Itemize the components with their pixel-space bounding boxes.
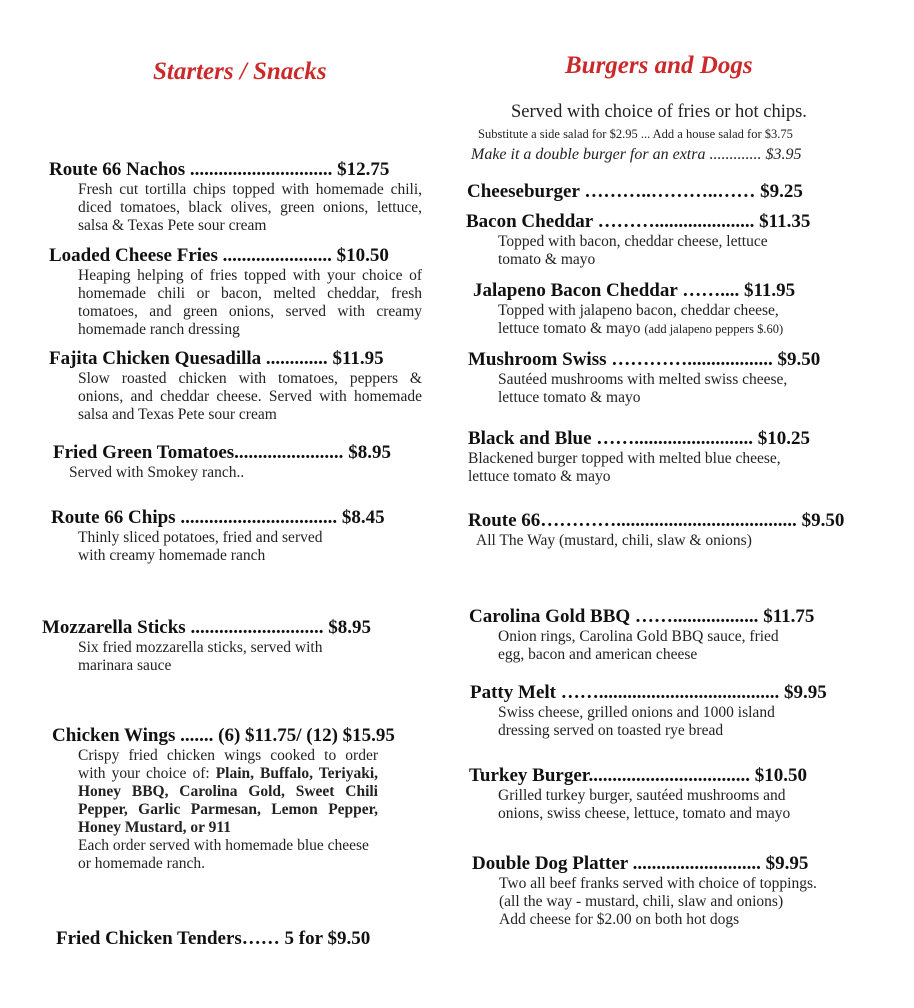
item-description: Fresh cut tortilla chips topped with homemade chili, diced tomatoes, black olives, green onions, lettuce, salsa & Texas Pete sour cream xyxy=(78,181,422,234)
item-description xyxy=(498,704,827,740)
item-price: $11.35 xyxy=(759,211,811,232)
item-name: Route 66…………...................................... xyxy=(468,510,797,531)
item-name: Black and Blue ……......................... xyxy=(468,428,754,449)
description-line: Topped with jalapeno bacon, cheddar cheese, xyxy=(498,302,779,319)
menu-item-turkey-burger xyxy=(469,765,807,823)
description-line: Blackened burger topped with melted blue cheese, xyxy=(468,450,781,467)
item-name: Mozzarella Sticks ............................ xyxy=(42,617,324,638)
menu-item-bacon-cheddar xyxy=(466,211,810,269)
item-name: Fried Green Tomatoes....................... xyxy=(53,442,344,463)
item-price: $11.95 xyxy=(332,348,384,369)
item-price: $9.25 xyxy=(760,181,803,202)
item-description xyxy=(499,875,817,929)
item-name: Fried Chicken Tenders…… 5 for $9.50 xyxy=(56,928,371,949)
description-line: marinara sauce xyxy=(78,657,172,674)
item-description xyxy=(498,233,810,269)
item-description xyxy=(468,450,810,486)
item-name: Carolina Gold BBQ …….................. xyxy=(469,606,759,627)
description-line: egg, bacon and american cheese xyxy=(498,646,698,663)
menu-item-double-dog-platter xyxy=(472,853,817,929)
description-line: lettuce tomato & mayo xyxy=(498,320,641,337)
item-name: Double Dog Platter ........................... xyxy=(472,853,761,874)
item-name: Bacon Cheddar ………..................... xyxy=(466,211,755,232)
menu-item-fried-green-tomatoes xyxy=(53,442,391,482)
item-price: $8.95 xyxy=(328,617,371,638)
item-name: Patty Melt ……...................................... xyxy=(470,682,780,703)
menu-item-cheeseburger xyxy=(467,181,803,203)
burgers-double: Make it a double burger for an extra ............. $3.95 xyxy=(471,146,802,163)
item-description: Served with Smokey ranch.. xyxy=(69,464,245,481)
item-price: $12.75 xyxy=(337,159,390,180)
menu-item-jalapeno-bacon-cheddar xyxy=(473,280,795,338)
item-name: Mushroom Swiss ………….................. xyxy=(468,349,773,370)
description-line: Onion rings, Carolina Gold BBQ sauce, fried xyxy=(498,628,779,645)
description-line: Six fried mozzarella sticks, served with xyxy=(78,639,323,656)
description-line: Add cheese for $2.00 on both hot dogs xyxy=(499,911,740,928)
menu-item-fajita-chicken-quesadilla xyxy=(49,348,431,424)
wings-intro: Crispy fried chicken wings cooked to order with your choice of: xyxy=(78,747,378,782)
item-description xyxy=(498,302,795,338)
item-description xyxy=(498,628,814,664)
menu-item-route-66-chips xyxy=(51,507,385,565)
item-name: Jalapeno Bacon Cheddar …….... xyxy=(473,280,740,301)
wings-flavors: Plain, Buffalo, Teriyaki, Honey BBQ, Carolina Gold, Sweet Chili Pepper, Garlic Parmesan, Lemon Pepper, Honey Mustard, or 911 xyxy=(78,765,379,836)
menu-item-route-66-burger xyxy=(468,510,844,550)
menu-item-mozzarella-sticks xyxy=(42,617,371,675)
item-name: Loaded Cheese Fries ....................... xyxy=(49,245,332,266)
description-line: Swiss cheese, grilled onions and 1000 island xyxy=(498,704,775,721)
item-description xyxy=(78,747,378,837)
description-line: Thinly sliced potatoes, fried and served xyxy=(78,529,323,546)
menu-item-chicken-wings xyxy=(52,725,395,873)
description-line: Sautéed mushrooms with melted swiss cheese, xyxy=(498,371,788,388)
item-name: Turkey Burger.................................. xyxy=(469,765,750,786)
item-name: Fajita Chicken Quesadilla ............. xyxy=(49,348,328,369)
jalapeno-addon-note: (add jalapeno peppers $.60) xyxy=(644,322,784,336)
item-price: $10.50 xyxy=(336,245,389,266)
description-line: tomato & mayo xyxy=(498,251,596,268)
item-price: $11.75 xyxy=(763,606,815,627)
burgers-title: Burgers and Dogs xyxy=(565,52,753,79)
item-description: Heaping helping of fries topped with your choice of homemade chili or bacon, melted cheddar, fresh tomatoes, and green onions, served with creamy homemade ranch dressing xyxy=(78,267,422,338)
description-line: lettuce tomato & mayo xyxy=(468,468,611,485)
burgers-intro: Served with choice of fries or hot chips. xyxy=(511,102,807,122)
menu-item-carolina-gold-bbq xyxy=(469,606,814,664)
item-price: $10.25 xyxy=(757,428,811,449)
item-price: $10.50 xyxy=(754,765,807,786)
description-line: (all the way - mustard, chili, slaw and onions) xyxy=(499,893,784,910)
item-description xyxy=(78,639,371,675)
description-line: dressing served on toasted rye bread xyxy=(498,722,724,739)
item-price: $9.95 xyxy=(783,682,827,703)
item-name: Cheeseburger ………..………..…… xyxy=(467,181,756,202)
description-line: onions, swiss cheese, lettuce, tomato and mayo xyxy=(498,805,791,822)
description-line: Topped with bacon, cheddar cheese, lettuce xyxy=(498,233,768,250)
item-description xyxy=(78,529,385,565)
item-description xyxy=(498,371,820,407)
item-description: All The Way (mustard, chili, slaw & onions) xyxy=(476,532,752,549)
menu-item-route-66-nachos xyxy=(49,159,431,235)
menu-item-mushroom-swiss xyxy=(468,349,820,407)
item-price: $8.95 xyxy=(348,442,391,463)
item-price: $9.95 xyxy=(765,853,809,874)
item-name: Route 66 Chips ................................. xyxy=(51,507,338,528)
item-name: Chicken Wings ....... (6) $11.75/ (12) $15.95 xyxy=(52,725,395,746)
item-description: Slow roasted chicken with tomatoes, peppers & onions, and cheddar cheese. Served with homemade salsa and Texas Pete sour cream xyxy=(78,370,422,423)
item-description xyxy=(498,787,807,823)
item-price: $9.50 xyxy=(777,349,821,370)
menu-item-fried-chicken-tenders xyxy=(56,928,370,950)
menu-item-patty-melt xyxy=(470,682,827,740)
wings-outro: Each order served with homemade blue cheese or homemade ranch. xyxy=(78,837,369,872)
menu-item-black-and-blue xyxy=(468,428,810,486)
item-name: Route 66 Nachos .............................. xyxy=(49,159,333,180)
starters-title: Starters / Snacks xyxy=(153,58,327,85)
description-line: Two all beef franks served with choice of toppings. xyxy=(499,875,817,892)
burgers-substitute: Substitute a side salad for $2.95 ... Add a house salad for $3.75 xyxy=(478,127,793,141)
item-price: $8.45 xyxy=(341,507,385,528)
description-line: lettuce tomato & mayo xyxy=(498,389,641,406)
description-line: Grilled turkey burger, sautéed mushrooms and xyxy=(498,787,786,804)
item-price: $11.95 xyxy=(743,280,796,301)
menu-item-loaded-cheese-fries xyxy=(49,245,431,339)
item-price: $9.50 xyxy=(801,510,845,531)
description-line: with creamy homemade ranch xyxy=(78,547,266,564)
